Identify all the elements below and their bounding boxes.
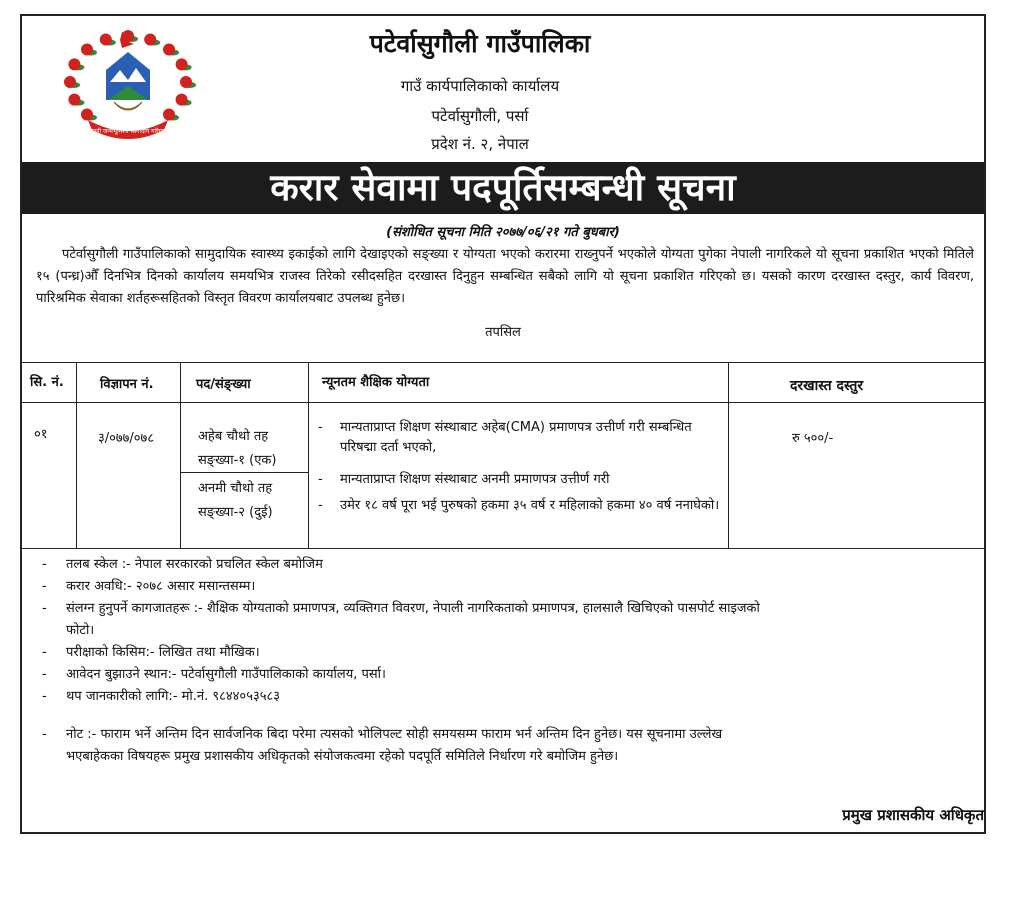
notice-title: करार सेवामा पदपूर्तिसम्बन्धी सूचना [22, 162, 984, 214]
office-subtitle: गाउँ कार्यपालिकाको कार्यालय [400, 77, 560, 95]
table-bottom-border [22, 548, 984, 549]
header-sn: सि. नं. [30, 375, 64, 390]
post-ahep-name: अहेब चौथो तह [198, 429, 269, 444]
table-divider [308, 362, 309, 548]
note-item: - आवेदन बुझाउने स्थान:- पटेर्वासुगौली गाउँपालिकाको कार्यालय, पर्सा। [42, 667, 386, 682]
rhododendron-flower [68, 58, 80, 70]
row-sn: ०१ [34, 427, 48, 442]
note-item: - संलग्न हुनुपर्ने कागजातहरू :- शैक्षिक योग्यताको प्रमाणपत्र, व्यक्तिगत विवरण, नेपाली नागरिकताको प्रमाणपत्र, हालसालै खिचिएको पासपोर्ट साइजको फोटो। [42, 601, 760, 638]
note-item: - करार अवधि:- २०७८ असार मसान्तसम्म। [42, 579, 256, 594]
note-item: - तलब स्केल :- नेपाल सरकारको प्रचलित स्केल बमोजिम [42, 557, 323, 572]
signature-title: प्रमुख प्रशासकीय अधिकृत [842, 806, 984, 824]
rhododendron-flower [81, 109, 93, 121]
row-fee: रु ५००/- [792, 431, 834, 446]
table-divider [180, 362, 181, 548]
notes-list [42, 554, 762, 768]
rhododendron-flower [180, 76, 192, 88]
office-province: प्रदेश नं. २, नेपाल [431, 135, 529, 153]
header-ad-no: विज्ञापन नं. [100, 377, 154, 392]
header-post: पद/संङ्ख्या [196, 377, 251, 392]
tapsil-label: तपसिल [485, 325, 521, 340]
note-item: - परीक्षाको किसिम:- लिखित तथा मौखिक। [42, 645, 260, 660]
office-address: पटेर्वासुगौली, पर्सा [431, 107, 529, 125]
rhododendron-flower [176, 94, 188, 106]
rhododendron-flower [100, 34, 112, 46]
post-row-divider [180, 472, 308, 473]
post-anm-name: अनमी चौथो तह [198, 481, 273, 496]
post-ahep-count: सङ्ख्या-१ (एक) [198, 453, 277, 468]
table-divider [76, 362, 77, 548]
table-header-border [22, 402, 984, 403]
rhododendron-flower [163, 109, 175, 121]
rhododendron-flower [68, 94, 80, 106]
rhododendron-flower [176, 58, 188, 70]
post-anm-count: सङ्ख्या-२ (दुई) [198, 505, 273, 520]
note-item: - नोट :- फाराम भर्ने अन्तिम दिन सार्वजनिक बिदा परेमा त्यसको भोलिपल्ट सोही समयसम्म फाराम भर्न अन्तिम दिन हुनेछ। यस सूचनामा उल्लेख भएबाहेकका विषयहरू प्रमुख प्रशासकीय अधिकृतको संयोजकत्वमा रहेको पदपूर्ति समितिले निर्धारण गरे बमोजिम हुनेछ। [42, 727, 723, 764]
note-item: - थप जानकारीको लागि:- मो.नं. ९८४४०५३५८३ [42, 689, 280, 704]
nepal-emblem-icon [58, 30, 198, 148]
table-divider [728, 362, 729, 548]
rhododendron-flower [64, 76, 76, 88]
requirement-item: - मान्यताप्राप्त शिक्षण संस्थाबाट अनमी प्रमाणपत्र उत्तीर्ण गरी [318, 472, 610, 487]
requirement-item: - उमेर १८ वर्ष पूरा भई पुरुषको हकमा ३५ वर्ष र महिलाको हकमा ४० वर्ष ननाघेको। [318, 498, 720, 513]
rhododendron-flower [163, 43, 175, 55]
header-fee: दरखास्त दस्तुर [790, 378, 864, 394]
header-qualification: न्यूनतम शैक्षिक योग्यता [322, 375, 430, 390]
notice-subtitle: (संशोधित सूचना मिति २०७७/०६/२१ गते बुधबार) [386, 225, 620, 240]
emblem-motto: जननी जन्मभूमिश्च स्वर्गादपि गरीयसी [88, 128, 168, 135]
requirement-item: - मान्यताप्राप्त शिक्षण संस्थाबाट अहेब(CMA) प्रमाणपत्र उत्तीर्ण गरी सम्बन्धित परिषद्मा दर्ता भएको, [318, 420, 692, 455]
table-top-border [22, 362, 984, 363]
notice-intro: पटेर्वासुगौली गाउँपालिकाको सामुदायिक स्वास्थ्य इकाईको लागि देखाइएको सङ्ख्या र योग्यता भएको करारमा राख्नुपर्ने भएकोले योग्यता पुगेका नेपाली नागरिकले यो सूचना प्रकाशित भएको मितिले १५ (पन्ध्र)औँ दिनभित्र दिनको कार्यालय समयभित्र राजस्व तिरेको रसीदसहित दरखास्त दिनुहुन सम्बन्धित सबैको लागि यो सूचना प्रकाशित गरिएको छ। यसको कारण दरखास्त दस्तुर, कार्य विवरण, पारिश्रमिक सेवाका शर्तहरूसहितको विस्तृत विवरण कार्यालयबाट उपलब्ध हुनेछ। [36, 247, 974, 306]
row-ad-no: ३/०७७/०७८ [98, 431, 155, 446]
rhododendron-flower [81, 43, 93, 55]
rhododendron-flower [144, 34, 156, 46]
office-name: पटेर्वासुगौली गाउँपालिका [369, 29, 591, 58]
